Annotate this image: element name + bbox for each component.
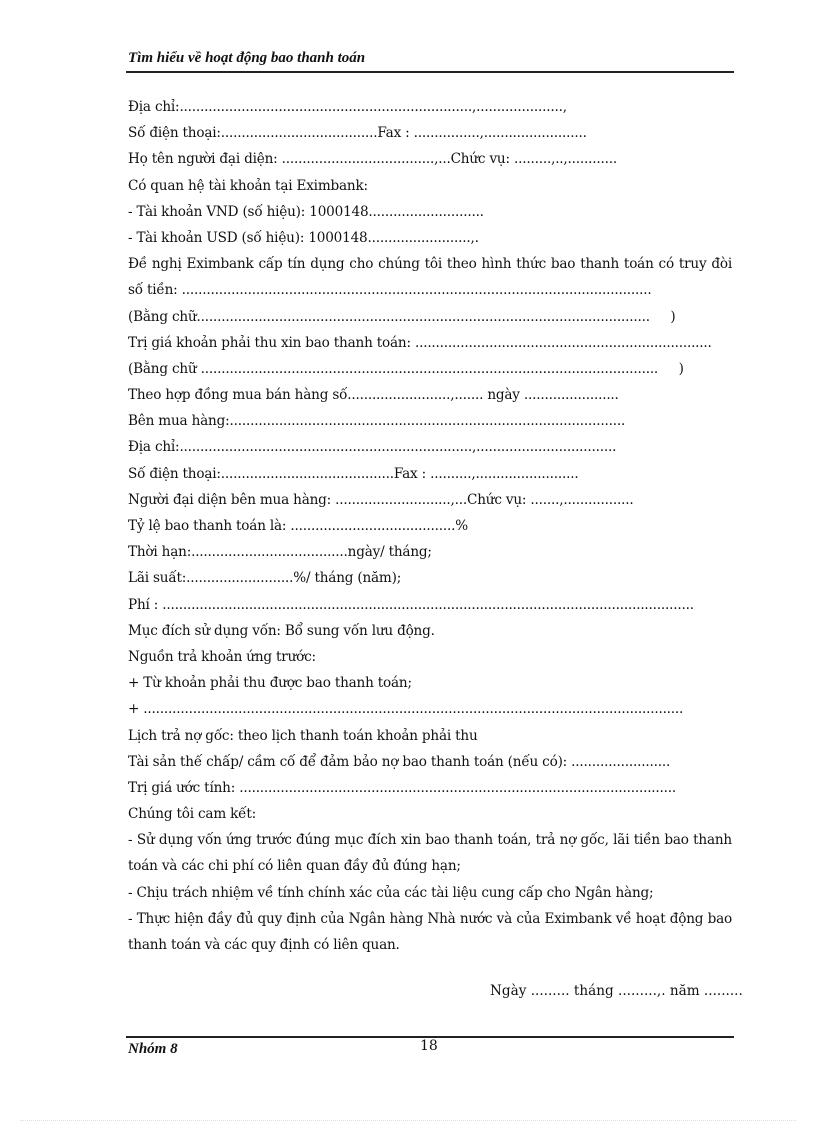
text-line: (Bằng chữ.............................................................................................................. )	[128, 308, 676, 325]
text-line: Số điện thoại:..........................................Fax : ..........,.........................	[128, 465, 579, 482]
text-line: Chúng tôi cam kết:	[128, 806, 256, 823]
text-line: Thời hạn:......................................ngày/ tháng;	[128, 544, 432, 561]
text-line: Trị giá ước tính: ..........................................................................................................	[128, 779, 677, 796]
text-line: - Tài khoản VND (số hiệu): 1000148............................	[128, 203, 484, 220]
text-line: Tỷ lệ bao thanh toán là: ........................................%	[128, 518, 468, 535]
text-line: (Bằng chữ ............................................................................................................... )	[128, 360, 684, 377]
page-edge-divider	[20, 1120, 796, 1121]
text-line: Họ tên người đại diện: .....................................,...Chức vụ: .........,..,............	[128, 151, 618, 168]
text-line: Lãi suất:..........................%/ tháng (năm);	[128, 570, 402, 587]
header-rule	[126, 71, 734, 73]
text-paragraph: Đề nghị Eximbank cấp tín dụng cho chúng tôi theo hình thức bao thanh toán có truy đòi số tiền: ..................................................................................................................	[128, 256, 732, 299]
text-line: Mục đích sử dụng vốn: Bổ sung vốn lưu động.	[128, 622, 435, 639]
text-line: - Tài khoản USD (số hiệu): 1000148.........................,.	[128, 229, 479, 246]
date-line: Ngày ......... tháng .........,. năm .........	[490, 983, 743, 999]
text-line: Theo hợp đồng mua bán hàng số.........................,....... ngày .......................	[128, 387, 619, 404]
text-line: + ...................................................................................................................................	[128, 701, 684, 718]
text-line: Lịch trả nợ gốc: theo lịch thanh toán khoản phải thu	[128, 727, 478, 744]
page-number: 18	[420, 1038, 438, 1054]
text-line: Tài sản thế chấp/ cầm cố để đảm bảo nợ bao thanh toán (nếu có): ........................	[128, 753, 671, 770]
document-body	[128, 94, 732, 958]
text-line: + Từ khoản phải thu được bao thanh toán;	[128, 675, 412, 692]
text-line: Địa chỉ:.......................................................................,.....................,	[128, 99, 567, 115]
text-line: Trị giá khoản phải thu xin bao thanh toán: ........................................................................	[128, 334, 712, 351]
text-paragraph: - Sử dụng vốn ứng trước đúng mục đích xin bao thanh toán, trả nợ gốc, lãi tiền bao thanh toán và các chi phí có liên quan đầy đủ đúng hạn;	[128, 832, 732, 875]
text-line: Người đại diện bên mua hàng: ............................,...Chức vụ: .......,.................	[128, 491, 634, 508]
text-line: - Chịu trách nhiệm về tính chính xác của các tài liệu cung cấp cho Ngân hàng;	[128, 884, 654, 901]
text-line: Phí : .................................................................................................................................	[128, 596, 694, 613]
text-line: Bên mua hàng:................................................................................................	[128, 413, 626, 430]
text-line: Số điện thoại:......................................Fax : ................,.........................	[128, 125, 587, 142]
footer-group-name: Nhóm 8	[128, 1041, 178, 1057]
text-line: Địa chỉ:.......................................................................,..................................	[128, 439, 617, 456]
page-header-title: Tìm hiểu về hoạt động bao thanh toán	[128, 50, 366, 66]
text-line: Nguồn trả khoản ứng trước:	[128, 648, 316, 665]
text-paragraph: - Thực hiện đầy đủ quy định của Ngân hàng Nhà nước và của Eximbank về hoạt động bao thanh toán và các quy định có liên quan.	[128, 910, 732, 954]
text-line: Có quan hệ tài khoản tại Eximbank:	[128, 177, 368, 194]
